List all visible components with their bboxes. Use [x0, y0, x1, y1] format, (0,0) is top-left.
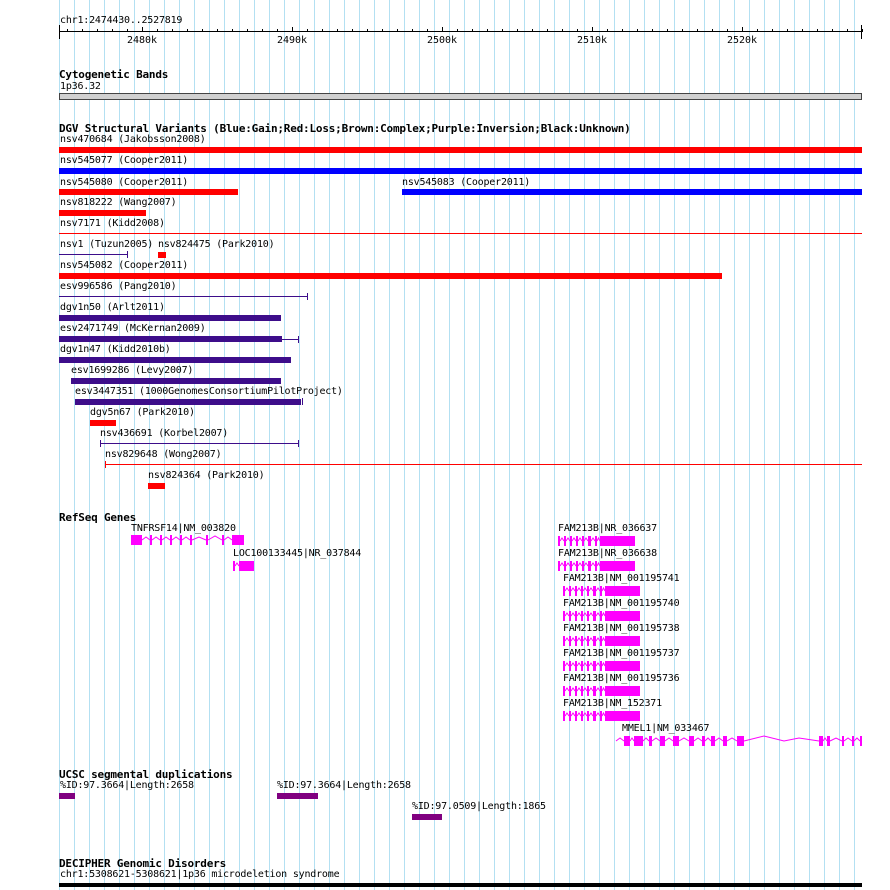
ruler-minor-tick	[532, 29, 533, 32]
grid-line	[644, 0, 645, 890]
variant-label: dgv1n47 (Kidd2010b)	[60, 344, 171, 355]
variant-end-tick	[302, 398, 303, 405]
ruler-minor-tick	[337, 29, 338, 32]
variant-bar-inversion[interactable]	[59, 315, 281, 321]
ruler-minor-tick	[187, 29, 188, 32]
grid-line	[779, 0, 780, 890]
variant-label: nsv545082 (Cooper2011)	[60, 260, 189, 271]
ruler-minor-tick	[262, 29, 263, 32]
variant-line-loss[interactable]	[105, 464, 862, 465]
variant-bar-loss[interactable]	[90, 420, 116, 426]
decipher-feature-bar[interactable]	[59, 883, 862, 887]
variant-label: esv2471749 (McKernan2009)	[60, 323, 206, 334]
variant-line-inversion[interactable]	[59, 254, 127, 255]
gene-label: FAM213B|NM_001195737	[563, 648, 680, 659]
variant-bar-gain[interactable]	[402, 189, 862, 195]
gene-label: FAM213B|NM_152371	[563, 698, 662, 709]
variant-label: esv3447351 (1000GenomesConsortiumPilotProject)	[75, 386, 343, 397]
ruler-left-edge	[59, 25, 60, 39]
gene-model[interactable]	[614, 735, 862, 747]
variant-label: nsv470684 (Jakobsson2008)	[60, 134, 206, 145]
ruler-minor-tick	[862, 29, 863, 32]
segdup-track-title: UCSC segmental duplications	[59, 768, 233, 781]
ruler-minor-tick	[307, 29, 308, 32]
gene-label: TNFRSF14|NM_003820	[131, 523, 236, 534]
variant-bar-loss[interactable]	[59, 189, 238, 195]
ruler-minor-tick	[802, 29, 803, 32]
refseq-track-title: RefSeq Genes	[59, 511, 137, 524]
ruler-minor-tick	[412, 29, 413, 32]
variant-label: esv996586 (Pang2010)	[60, 281, 177, 292]
variant-label: nsv818222 (Wang2007)	[60, 197, 177, 208]
ruler-minor-tick	[562, 29, 563, 32]
ruler-minor-tick	[547, 29, 548, 32]
gene-model[interactable]	[563, 635, 643, 647]
variant-bar-inversion[interactable]	[75, 399, 301, 405]
ruler-minor-tick	[82, 29, 83, 32]
ruler-minor-tick	[517, 29, 518, 32]
gene-model[interactable]	[563, 685, 643, 697]
decipher-label: chr1:5308621-5308621|1p36 microdeletion syndrome	[60, 869, 340, 880]
variant-label: nsv7171 (Kidd2008)	[60, 218, 165, 229]
ruler-minor-tick	[457, 29, 458, 32]
gene-model[interactable]	[233, 560, 255, 572]
gene-label: FAM213B|NR_036637	[558, 523, 657, 534]
ruler-minor-tick	[712, 29, 713, 32]
ruler-minor-tick	[652, 29, 653, 32]
gene-model[interactable]	[558, 560, 638, 572]
ruler-minor-tick	[232, 29, 233, 32]
ruler-minor-tick	[832, 29, 833, 32]
grid-line	[689, 0, 690, 890]
ruler-minor-tick	[787, 29, 788, 32]
grid-line	[854, 0, 855, 890]
variant-bar-loss[interactable]	[59, 273, 722, 279]
variant-bar-gain[interactable]	[59, 168, 862, 174]
cytoband-ideogram[interactable]	[59, 93, 862, 100]
ruler-tick	[592, 27, 593, 32]
decipher-track-title: DECIPHER Genomic Disorders	[59, 857, 226, 870]
ruler-tick-label: 2520k	[726, 35, 758, 46]
variant-label: dgv5n67 (Park2010)	[90, 407, 195, 418]
ruler-minor-tick	[112, 29, 113, 32]
variant-bar-inversion[interactable]	[59, 336, 282, 342]
gene-label: FAM213B|NM_001195740	[563, 598, 680, 609]
variant-end-tick	[298, 440, 299, 447]
gene-label: FAM213B|NR_036638	[558, 548, 657, 559]
grid-line	[659, 0, 660, 890]
variant-label: nsv824364 (Park2010)	[148, 470, 265, 481]
segdup-bar[interactable]	[277, 793, 318, 799]
ruler-minor-tick	[607, 29, 608, 32]
ruler-right-edge	[861, 25, 862, 39]
ruler-minor-tick	[67, 29, 68, 32]
ruler-minor-tick	[382, 29, 383, 32]
ruler-tick	[742, 27, 743, 32]
variant-bar-inversion[interactable]	[59, 357, 291, 363]
dgv-track-title: DGV Structural Variants (Blue:Gain;Red:Loss;Brown:Complex;Purple:Inversion;Black:Unknown)	[59, 122, 631, 135]
variant-label: nsv829648 (Wong2007)	[105, 449, 222, 460]
ruler-minor-tick	[247, 29, 248, 32]
variant-label: nsv824475 (Park2010)	[158, 239, 275, 250]
ruler-minor-tick	[472, 29, 473, 32]
ruler-tick	[292, 27, 293, 32]
ruler-minor-tick	[772, 29, 773, 32]
gene-label: FAM213B|NM_001195741	[563, 573, 680, 584]
variant-label: dgv1n50 (Arlt2011)	[60, 302, 165, 313]
ruler-tick-label: 2510k	[576, 35, 608, 46]
ruler-minor-tick	[202, 29, 203, 32]
ruler-minor-tick	[352, 29, 353, 32]
grid-line	[704, 0, 705, 890]
variant-bar-loss[interactable]	[148, 483, 165, 489]
gene-label: MMEL1|NM_033467	[622, 723, 710, 734]
ruler-minor-tick	[847, 29, 848, 32]
variant-label: nsv545083 (Cooper2011)	[402, 177, 531, 188]
ruler-minor-tick	[577, 29, 578, 32]
ruler-tick	[442, 27, 443, 32]
grid-line	[674, 0, 675, 890]
cytoband-label: 1p36.32	[60, 81, 101, 92]
ruler-minor-tick	[502, 29, 503, 32]
ruler-minor-tick	[727, 29, 728, 32]
gene-model[interactable]	[563, 710, 643, 722]
ruler-minor-tick	[697, 29, 698, 32]
ruler-minor-tick	[367, 29, 368, 32]
grid-line	[764, 0, 765, 890]
cytoband-track-title: Cytogenetic Bands	[59, 68, 169, 81]
position-label: chr1:2474430..2527819	[60, 15, 183, 26]
ruler-minor-tick	[427, 29, 428, 32]
variant-label: esv1699286 (Levy2007)	[71, 365, 194, 376]
grid-line	[839, 0, 840, 890]
variant-label: nsv545080 (Cooper2011)	[60, 177, 189, 188]
ruler-minor-tick	[817, 29, 818, 32]
ruler-tick-label: 2500k	[426, 35, 458, 46]
segdup-label: %ID:97.3664|Length:2658	[277, 780, 411, 791]
ruler-minor-tick	[757, 29, 758, 32]
gene-model[interactable]	[129, 534, 245, 546]
ruler-tick-label: 2490k	[276, 35, 308, 46]
segdup-label: %ID:97.3664|Length:2658	[60, 780, 194, 791]
variant-label: nsv436691 (Korbel2007)	[100, 428, 229, 439]
ruler-minor-tick	[667, 29, 668, 32]
grid-line	[734, 0, 735, 890]
variant-line-inversion[interactable]	[59, 296, 307, 297]
ruler-minor-tick	[277, 29, 278, 32]
ruler-minor-tick	[637, 29, 638, 32]
grid-line	[824, 0, 825, 890]
variant-bar-loss[interactable]	[59, 147, 862, 153]
variant-end-tick	[298, 336, 299, 343]
ruler-minor-tick	[127, 29, 128, 32]
ruler-minor-tick	[397, 29, 398, 32]
gene-model[interactable]	[563, 585, 643, 597]
ruler-minor-tick	[682, 29, 683, 32]
variant-label: nsv1 (Tuzun2005)	[60, 239, 154, 250]
variant-bar-loss[interactable]	[158, 252, 166, 258]
variant-end-tick	[127, 251, 128, 258]
gene-label: FAM213B|NM_001195738	[563, 623, 680, 634]
ruler-minor-tick	[622, 29, 623, 32]
ruler-minor-tick	[322, 29, 323, 32]
ruler-minor-tick	[97, 29, 98, 32]
segdup-label: %ID:97.0509|Length:1865	[412, 801, 546, 812]
variant-bar-inversion[interactable]	[71, 378, 281, 384]
variant-label: nsv545077 (Cooper2011)	[60, 155, 189, 166]
variant-bar-loss[interactable]	[59, 210, 146, 216]
ruler-minor-tick	[217, 29, 218, 32]
variant-line-loss[interactable]	[59, 233, 862, 234]
ruler-minor-tick	[487, 29, 488, 32]
segdup-bar[interactable]	[59, 793, 75, 799]
gene-model[interactable]	[558, 535, 638, 547]
gene-model[interactable]	[563, 660, 643, 672]
ruler-tick	[142, 27, 143, 32]
grid-line	[794, 0, 795, 890]
ruler-minor-tick	[172, 29, 173, 32]
segdup-bar[interactable]	[412, 814, 442, 820]
variant-end-tick	[307, 293, 308, 300]
grid-line	[749, 0, 750, 890]
gene-model[interactable]	[563, 610, 643, 622]
ruler-tick-label: 2480k	[126, 35, 158, 46]
variant-line-inversion	[282, 339, 298, 340]
grid-line	[809, 0, 810, 890]
ruler-minor-tick	[157, 29, 158, 32]
gene-label: FAM213B|NM_001195736	[563, 673, 680, 684]
variant-line-inversion[interactable]	[100, 443, 298, 444]
gene-label: LOC100133445|NR_037844	[233, 548, 362, 559]
grid-line	[719, 0, 720, 890]
